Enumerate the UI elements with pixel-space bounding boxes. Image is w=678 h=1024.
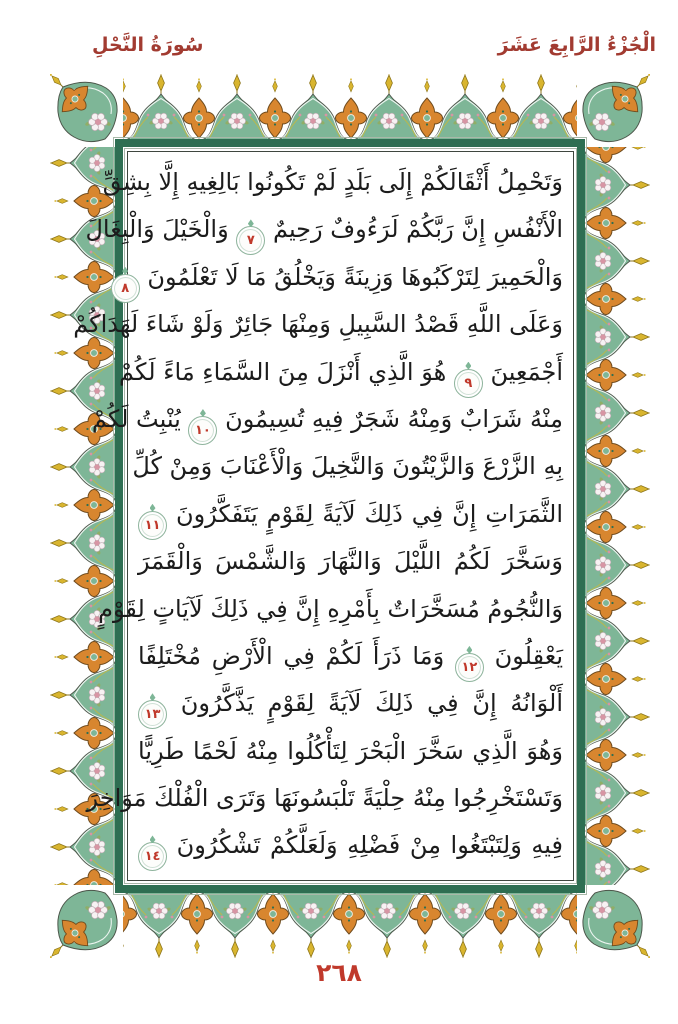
aya-number-marker: ١٣ [138, 700, 167, 729]
surah-label: سُورَةُ النَّحْلِ [92, 34, 204, 56]
quran-text-segment: هُوَ الَّذِي أَنْزَلَ مِنَ السَّمَاءِ مَاءً لَكُمْ [119, 357, 447, 386]
aya-number-marker: ١٤ [138, 842, 167, 871]
quran-line [138, 822, 563, 869]
quran-line [138, 680, 563, 727]
aya-number-marker: ٩ [454, 369, 483, 398]
quran-text-segment: وَتَحْمِلُ أَثْقَالَكُمْ إِلَى بَلَدٍ لَمْ تَكُونُوا بَالِغِيهِ إِلَّا بِشِقِّ [102, 168, 563, 196]
quran-text-segment: الثَّمَرَاتِ إِنَّ فِي ذَلِكَ لَآيَةً لِقَوْمٍ يَتَفَكَّرُونَ [175, 499, 563, 528]
aya-number-marker: ٨ [111, 274, 140, 303]
quran-line [98, 586, 563, 633]
quran-text-segment: وَالْحَمِيرَ لِتَرْكَبُوهَا وَزِينَةً وَيَخْلُقُ مَا لَا تَعْلَمُونَ [147, 262, 563, 291]
quran-text-segment: وَعَلَى اللَّهِ قَصْدُ السَّبِيلِ وَمِنْهَا جَائِرٌ وَلَوْ شَاءَ لَهَدَاكُمْ [73, 310, 563, 339]
quran-line [86, 775, 563, 822]
quran-text-segment: مِنْهُ شَرَابٌ وَمِنْهُ شَجَرٌ فِيهِ تُسِيمُونَ [225, 404, 563, 433]
quran-line [91, 396, 563, 443]
quran-text-segment: بِهِ الزَّرْعَ وَالزَّيْتُونَ وَالنَّخِيلَ وَالْأَعْنَابَ وَمِنْ كُلِّ [132, 452, 563, 481]
quran-text-segment: الْأَنْفُسِ إِنَّ رَبَّكُمْ لَرَءُوفٌ رَحِيمٌ [272, 215, 563, 244]
aya-number-marker: ١٠ [188, 416, 217, 445]
quran-line [138, 491, 563, 538]
quran-line [121, 254, 563, 301]
quran-text-segment: وَسَخَّرَ لَكُمُ اللَّيْلَ وَالنَّهَارَ وَالشَّمْسَ وَالْقَمَرَ [138, 547, 563, 576]
quran-line [132, 443, 563, 490]
quran-text-segment: أَجْمَعِينَ [490, 357, 563, 386]
quran-line [119, 349, 563, 396]
quran-line [85, 206, 563, 253]
quran-text-segment: فِيهِ وَلِتَبْتَغُوا مِنْ فَضْلِهِ وَلَعَلَّكُمْ تَشْكُرُونَ [176, 831, 563, 860]
quran-line [138, 728, 563, 775]
quran-text-segment: وَالنُّجُومُ مُسَخَّرَاتٌ بِأَمْرِهِ إِنَّ فِي ذَلِكَ لَآيَاتٍ لِقَوْمٍ [98, 594, 563, 623]
aya-number-marker: ١٢ [455, 653, 484, 682]
page-number: ٢٦٨ [316, 958, 362, 987]
quran-line [138, 538, 563, 585]
quran-text-segment: وَتَسْتَخْرِجُوا مِنْهُ حِلْيَةً تَلْبَسُونَهَا وَتَرَى الْفُلْكَ مَوَاخِرَ [86, 784, 563, 813]
quran-line [73, 301, 563, 348]
quran-text-segment: وَالْخَيْلَ وَالْبِغَالَ [85, 215, 229, 244]
aya-number-marker: ١١ [138, 511, 167, 540]
quran-text-segment: وَهُوَ الَّذِي سَخَّرَ الْبَحْرَ لِتَأْكُلُوا مِنْهُ لَحْمًا طَرِيًّا [138, 736, 563, 765]
aya-number-marker: ٧ [236, 226, 265, 255]
quran-text-segment: يُنْبِتُ لَكُمْ [91, 404, 181, 433]
quran-lines [73, 159, 564, 873]
juz-label: الْجُزْءُ الرَّابِعَ عَشَرَ [497, 34, 656, 56]
quran-line [102, 159, 563, 206]
quran-text-segment: وَمَا ذَرَأَ لَكُمْ فِي الْأَرْضِ مُخْتَلِفًا [138, 641, 445, 670]
text-frame [73, 151, 574, 881]
quran-text-segment: أَلْوَانُهُ إِنَّ فِي ذَلِكَ لَآيَةً لِقَوْمٍ يَذَّكَّرُونَ [180, 689, 563, 718]
quran-line [138, 633, 563, 680]
quran-text-segment: يَعْقِلُونَ [494, 641, 564, 670]
